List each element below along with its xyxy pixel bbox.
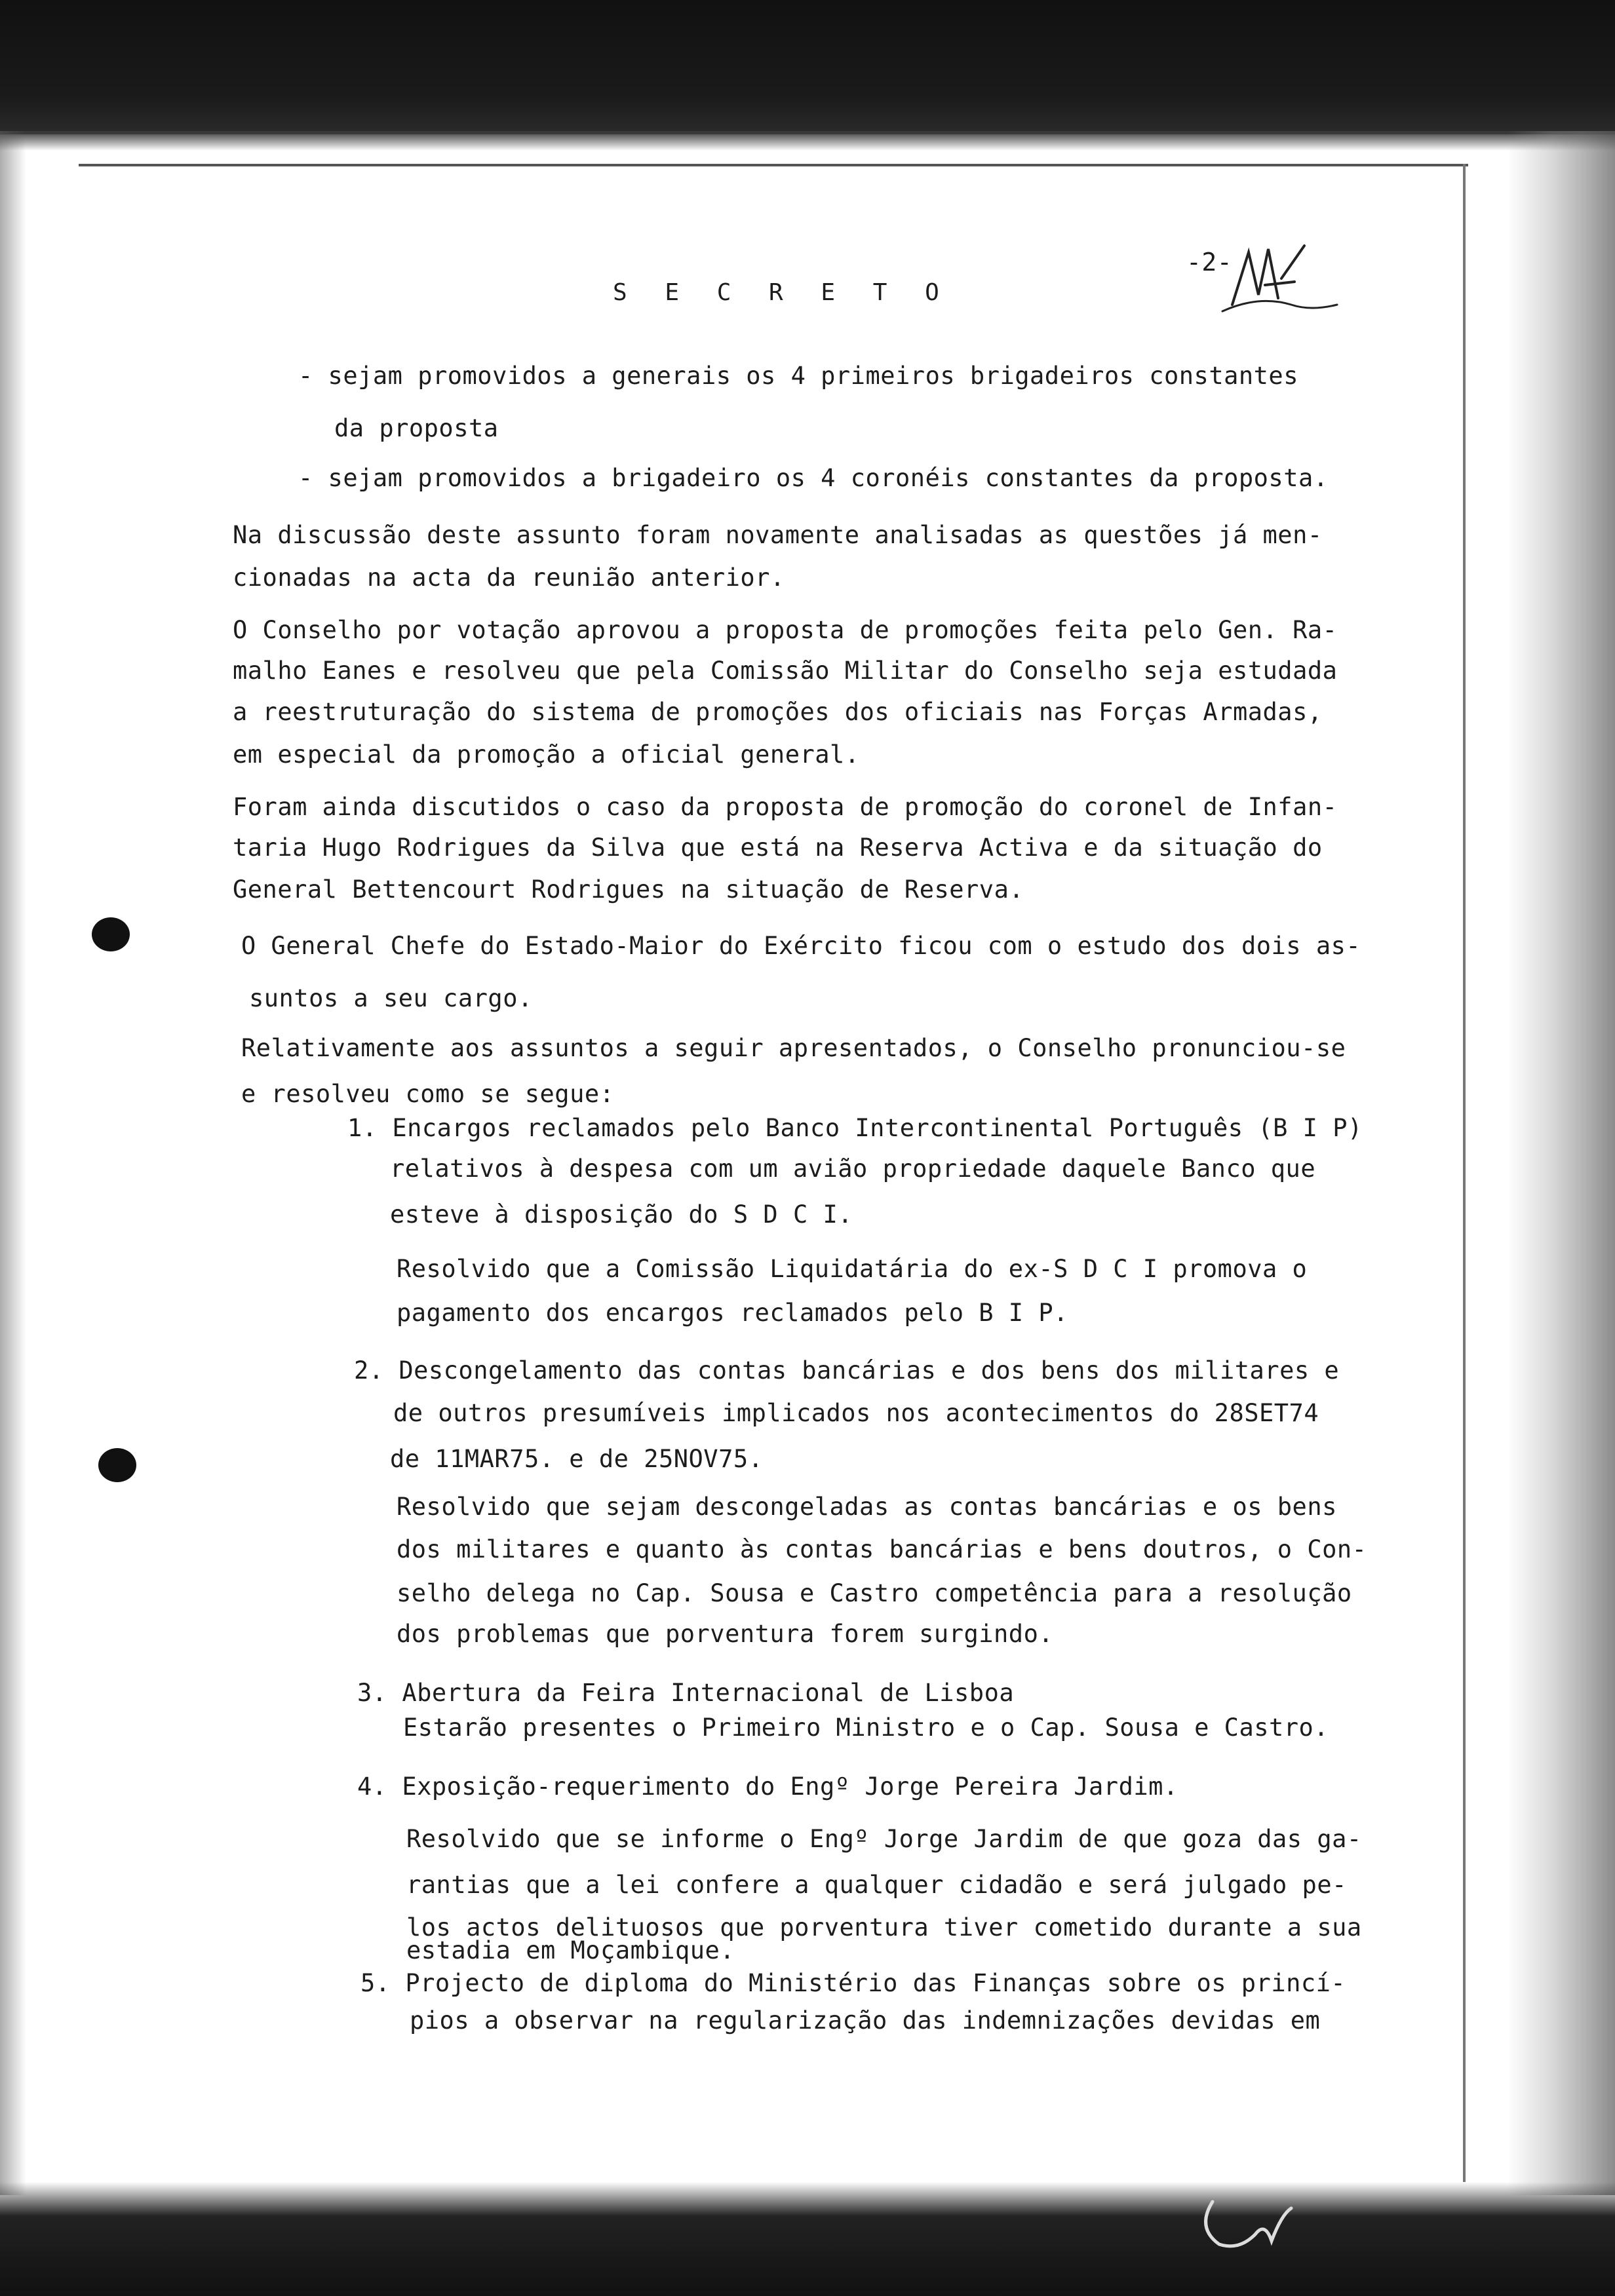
text-line: relativos à despesa com um avião propriedade daquele Banco que bbox=[390, 1155, 1316, 1183]
text-line: Na discussão deste assunto foram novamente analisadas as questões já men- bbox=[233, 521, 1323, 549]
text-line: Resolvido que se informe o Engº Jorge Jardim de que goza das ga- bbox=[406, 1825, 1362, 1853]
text-line: esteve à disposição do S D C I. bbox=[390, 1200, 853, 1229]
text-line: estadia em Moçambique. bbox=[406, 1936, 735, 1964]
text-line: Resolvido que sejam descongeladas as contas bancárias e os bens bbox=[397, 1493, 1337, 1521]
punch-hole-upper bbox=[92, 917, 130, 951]
text-line: malho Eanes e resolveu que pela Comissão Militar do Conselho seja estudada bbox=[233, 657, 1338, 685]
text-line: a reestruturação do sistema de promoções dos oficiais nas Forças Armadas, bbox=[233, 698, 1323, 726]
text-line: pagamento dos encargos reclamados pelo B I P. bbox=[397, 1299, 1068, 1327]
handwritten-initials-footer bbox=[1193, 2189, 1324, 2261]
text-line: cionadas na acta da reunião anterior. bbox=[233, 564, 785, 592]
numbered-item-5: 5. Projecto de diploma do Ministério das Finanças sobre os princí- bbox=[360, 1969, 1346, 1997]
scan-left-edge bbox=[0, 131, 26, 2195]
numbered-item-1: 1. Encargos reclamados pelo Banco Intercontinental Português (B I P) bbox=[347, 1114, 1363, 1142]
handwritten-initials-signature bbox=[1219, 233, 1350, 324]
text-line: - sejam promovidos a generais os 4 primeiros brigadeiros constantes bbox=[298, 362, 1298, 390]
scan-dark-top-border bbox=[0, 0, 1615, 134]
page-right-rule bbox=[1463, 164, 1466, 2182]
text-line: O General Chefe do Estado-Maior do Exército ficou com o estudo dos dois as- bbox=[241, 932, 1361, 960]
text-line: de 11MAR75. e de 25NOV75. bbox=[390, 1445, 764, 1473]
punch-hole-lower bbox=[98, 1448, 136, 1482]
text-line: de outros presumíveis implicados nos acontecimentos do 28SET74 bbox=[393, 1399, 1319, 1427]
text-line: los actos delituosos que porventura tiver cometido durante a sua bbox=[406, 1913, 1362, 1942]
text-line: suntos a seu cargo. bbox=[249, 984, 533, 1012]
text-line: General Bettencourt Rodrigues na situação de Reserva. bbox=[233, 875, 1024, 904]
page-number: -2- bbox=[1186, 248, 1233, 277]
scan-top-shadow bbox=[0, 131, 1615, 151]
numbered-item-4: 4. Exposição-requerimento do Engº Jorge Pereira Jardim. bbox=[357, 1772, 1178, 1801]
text-line: Foram ainda discutidos o caso da proposta de promoção do coronel de Infan- bbox=[233, 793, 1338, 821]
page-top-rule bbox=[79, 164, 1468, 166]
numbered-item-3: 3. Abertura da Feira Internacional de Lisboa bbox=[357, 1679, 1015, 1707]
text-line: dos militares e quanto às contas bancárias e bens doutros, o Con- bbox=[397, 1535, 1367, 1563]
scan-dark-bottom-border bbox=[0, 2182, 1615, 2296]
numbered-item-2: 2. Descongelamento das contas bancárias e dos bens dos militares e bbox=[354, 1356, 1340, 1385]
text-line: Estarão presentes o Primeiro Ministro e o Cap. Sousa e Castro. bbox=[403, 1713, 1329, 1742]
text-line: - sejam promovidos a brigadeiro os 4 coronéis constantes da proposta. bbox=[298, 464, 1329, 492]
text-line: Relativamente aos assuntos a seguir apresentados, o Conselho pronunciou-se bbox=[241, 1034, 1346, 1062]
text-line: e resolveu como se segue: bbox=[241, 1080, 615, 1108]
text-line: em especial da promoção a oficial general. bbox=[233, 740, 860, 769]
scan-right-edge bbox=[1508, 131, 1615, 2195]
text-line: O Conselho por votação aprovou a proposta de promoções feita pelo Gen. Ra- bbox=[233, 616, 1338, 644]
text-line: pios a observar na regularização das indemnizações devidas em bbox=[410, 2006, 1321, 2035]
classification-heading: S E C R E T O bbox=[613, 279, 951, 306]
text-line: selho delega no Cap. Sousa e Castro competência para a resolução bbox=[397, 1579, 1352, 1607]
text-line: da proposta bbox=[334, 414, 499, 442]
text-line: dos problemas que porventura forem surgindo. bbox=[397, 1620, 1054, 1648]
text-line: taria Hugo Rodrigues da Silva que está na Reserva Activa e da situação do bbox=[233, 833, 1323, 862]
text-line: rantias que a lei confere a qualquer cidadão e será julgado pe- bbox=[406, 1871, 1347, 1899]
text-line: Resolvido que a Comissão Liquidatária do ex-S D C I promova o bbox=[397, 1255, 1308, 1283]
